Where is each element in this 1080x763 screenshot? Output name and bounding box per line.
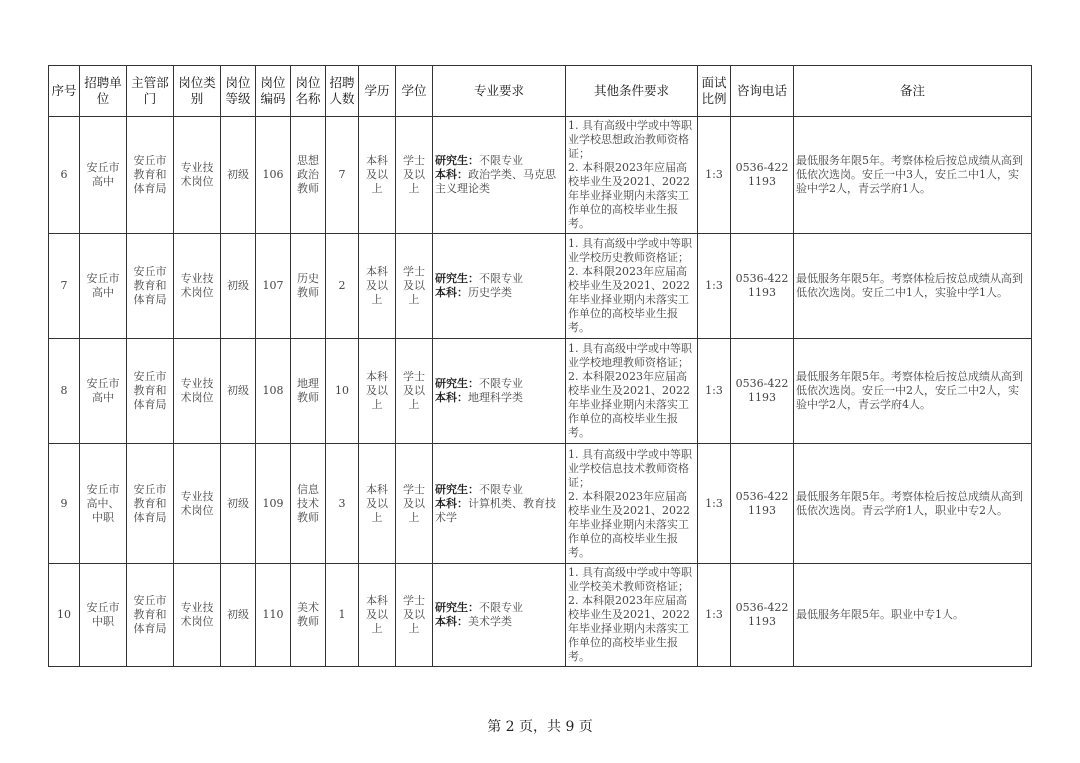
column-header: 招聘人数 — [326, 66, 359, 117]
cell-name: 地理教师 — [291, 339, 326, 444]
cell-edu: 本科及以上 — [359, 339, 396, 444]
column-header: 咨询电话 — [731, 66, 794, 117]
cell-count: 3 — [326, 444, 359, 564]
cell-major — [433, 117, 566, 234]
cell-cat: 专业技术岗位 — [174, 234, 221, 339]
cell-dept: 安丘市教育和体育局 — [127, 564, 174, 667]
cell-unit: 安丘市高中、中职 — [80, 444, 127, 564]
cell-unit: 安丘市高中 — [80, 234, 127, 339]
cell-other: 1. 具有高级中学或中等职业学校美术教师资格证； 2. 本科限2023年应届高校毕业生及2021、2022年毕业择业期内未落实工作单位的高校毕业生报考。 — [566, 564, 698, 667]
cell-no: 6 — [49, 117, 80, 234]
recruitment-table — [48, 65, 1032, 667]
grad-label: 研究生： — [435, 377, 479, 390]
undergrad-label: 本科： — [435, 496, 468, 510]
cell-major — [433, 339, 566, 444]
cell-cat: 专业技术岗位 — [174, 444, 221, 564]
cell-other: 1. 具有高级中学或中等职业学校地理教师资格证； 2. 本科限2023年应届高校毕业生及2021、2022年毕业择业期内未落实工作单位的高校毕业生报考。 — [566, 339, 698, 444]
column-header: 其他条件要求 — [566, 66, 698, 117]
table-row — [49, 234, 1032, 339]
column-header: 岗位名称 — [291, 66, 326, 117]
cell-unit: 安丘市高中 — [80, 117, 127, 234]
cell-name: 信息技术教师 — [291, 444, 326, 564]
cell-edu: 本科及以上 — [359, 564, 396, 667]
cell-code: 109 — [256, 444, 291, 564]
cell-note: 最低服务年限5年。考察体检后按总成绩从高到低依次选岗。安丘二中1人，实验中学1人。 — [794, 234, 1032, 339]
cell-no: 10 — [49, 564, 80, 667]
undergrad-label: 本科： — [435, 168, 468, 181]
undergrad-major: 政治学类、马克思主义理论类 — [435, 168, 556, 195]
cell-major — [433, 564, 566, 667]
undergrad-major: 计算机类、教育技术学 — [435, 496, 556, 524]
cell-ratio: 1:3 — [698, 339, 731, 444]
column-header: 岗位类别 — [174, 66, 221, 117]
cell-other: 1. 具有高级中学或中等职业学校思想政治教师资格证； 2. 本科限2023年应届高校毕业生及2021、2022年毕业择业期内未落实工作单位的高校毕业生报考。 — [566, 117, 698, 234]
cell-dept: 安丘市教育和体育局 — [127, 444, 174, 564]
undergrad-major: 历史学类 — [468, 286, 512, 299]
grad-label: 研究生： — [435, 601, 479, 614]
column-header: 学位 — [396, 66, 433, 117]
grad-major: 不限专业 — [479, 272, 523, 285]
cell-ratio: 1:3 — [698, 117, 731, 234]
cell-degree: 学士及以上 — [396, 117, 433, 234]
table-row — [49, 564, 1032, 667]
cell-name: 思想政治教师 — [291, 117, 326, 234]
cell-ratio: 1:3 — [698, 444, 731, 564]
grad-major: 不限专业 — [479, 482, 523, 496]
cell-no: 8 — [49, 339, 80, 444]
cell-phone: 0536-4221193 — [731, 444, 794, 564]
cell-other: 1. 具有高级中学或中等职业学校信息技术教师资格证； 2. 本科限2023年应届高校毕业生及2021、2022年毕业择业期内未落实工作单位的高校毕业生报考。 — [566, 444, 698, 564]
cell-phone: 0536-4221193 — [731, 339, 794, 444]
table-header — [49, 66, 1032, 117]
cell-level: 初级 — [221, 117, 256, 234]
cell-dept: 安丘市教育和体育局 — [127, 234, 174, 339]
cell-level: 初级 — [221, 444, 256, 564]
cell-note: 最低服务年限5年。考察体检后按总成绩从高到低依次选岗。安丘一中2人，安丘二中2人，实验中学2人，青云学府4人。 — [794, 339, 1032, 444]
column-header: 学历 — [359, 66, 396, 117]
cell-no: 7 — [49, 234, 80, 339]
cell-phone: 0536-4221193 — [731, 117, 794, 234]
cell-other: 1. 具有高级中学或中等职业学校历史教师资格证； 2. 本科限2023年应届高校毕业生及2021、2022年毕业择业期内未落实工作单位的高校毕业生报考。 — [566, 234, 698, 339]
column-header: 面试比例 — [698, 66, 731, 117]
cell-degree: 学士及以上 — [396, 339, 433, 444]
cell-ratio: 1:3 — [698, 234, 731, 339]
cell-level: 初级 — [221, 339, 256, 444]
cell-code: 108 — [256, 339, 291, 444]
cell-note: 最低服务年限5年。考察体检后按总成绩从高到低依次选岗。青云学府1人，职业中专2人。 — [794, 444, 1032, 564]
column-header: 招聘单位 — [80, 66, 127, 117]
cell-major — [433, 234, 566, 339]
grad-label: 研究生： — [435, 482, 479, 496]
cell-level: 初级 — [221, 234, 256, 339]
cell-phone: 0536-4221193 — [731, 234, 794, 339]
cell-major — [433, 444, 566, 564]
cell-cat: 专业技术岗位 — [174, 564, 221, 667]
cell-count: 7 — [326, 117, 359, 234]
cell-edu: 本科及以上 — [359, 234, 396, 339]
table-row — [49, 117, 1032, 234]
grad-major: 不限专业 — [479, 377, 523, 390]
cell-ratio: 1:3 — [698, 564, 731, 667]
cell-count: 10 — [326, 339, 359, 444]
grad-label: 研究生： — [435, 272, 479, 285]
cell-note: 最低服务年限5年。考察体检后按总成绩从高到低依次选岗。安丘一中3人，安丘二中1人，实验中学2人，青云学府1人。 — [794, 117, 1032, 234]
undergrad-label: 本科： — [435, 286, 468, 299]
column-header: 序号 — [49, 66, 80, 117]
table-row — [49, 339, 1032, 444]
cell-cat: 专业技术岗位 — [174, 117, 221, 234]
undergrad-major: 美术学类 — [468, 615, 512, 628]
page-footer: 第 2 页，共 9 页 — [487, 719, 593, 735]
undergrad-label: 本科： — [435, 391, 468, 404]
column-header: 主管部门 — [127, 66, 174, 117]
cell-dept: 安丘市教育和体育局 — [127, 117, 174, 234]
grad-label: 研究生： — [435, 154, 479, 167]
cell-count: 1 — [326, 564, 359, 667]
undergrad-major: 地理科学类 — [468, 391, 523, 404]
cell-code: 106 — [256, 117, 291, 234]
cell-unit: 安丘市高中 — [80, 339, 127, 444]
column-header: 岗位编码 — [256, 66, 291, 117]
cell-level: 初级 — [221, 564, 256, 667]
cell-edu: 本科及以上 — [359, 444, 396, 564]
cell-no: 9 — [49, 444, 80, 564]
undergrad-label: 本科： — [435, 615, 468, 628]
cell-phone: 0536-4221193 — [731, 564, 794, 667]
cell-degree: 学士及以上 — [396, 564, 433, 667]
cell-edu: 本科及以上 — [359, 117, 396, 234]
grad-major: 不限专业 — [479, 601, 523, 614]
grad-major: 不限专业 — [479, 154, 523, 167]
column-header: 岗位等级 — [221, 66, 256, 117]
column-header: 备注 — [794, 66, 1032, 117]
cell-name: 历史教师 — [291, 234, 326, 339]
cell-cat: 专业技术岗位 — [174, 339, 221, 444]
cell-code: 107 — [256, 234, 291, 339]
table-row — [49, 444, 1032, 564]
cell-code: 110 — [256, 564, 291, 667]
cell-unit: 安丘市中职 — [80, 564, 127, 667]
cell-note: 最低服务年限5年。职业中专1人。 — [794, 564, 1032, 667]
cell-dept: 安丘市教育和体育局 — [127, 339, 174, 444]
cell-count: 2 — [326, 234, 359, 339]
cell-degree: 学士及以上 — [396, 444, 433, 564]
column-header: 专业要求 — [433, 66, 566, 117]
cell-name: 美术教师 — [291, 564, 326, 667]
cell-degree: 学士及以上 — [396, 234, 433, 339]
